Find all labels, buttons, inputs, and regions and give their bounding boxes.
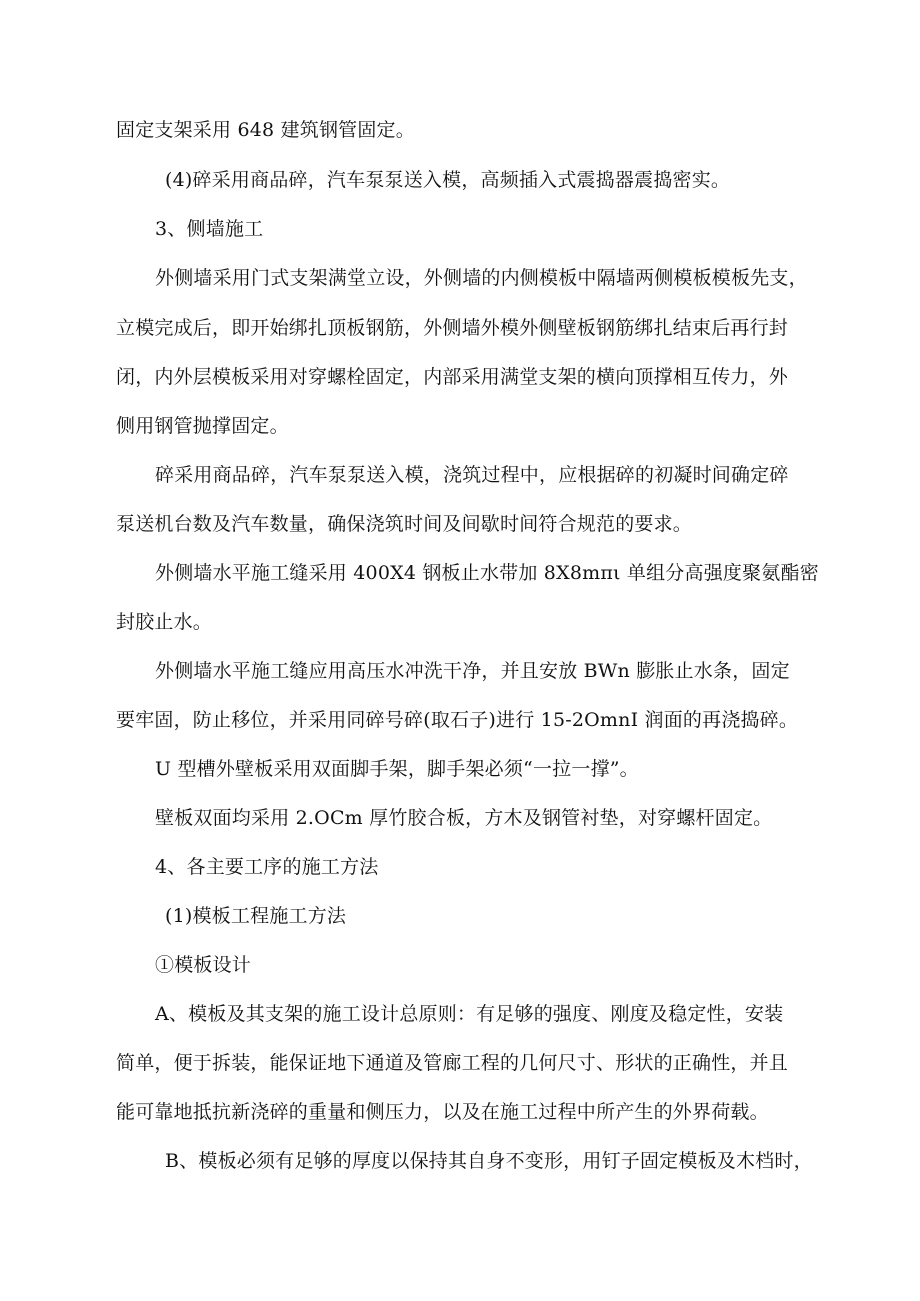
text-line: 简单，便于拆装，能保证地下通道及管廊工程的几何尺寸、形状的正确性，并且: [116, 1052, 789, 1074]
text-line: 外侧墙水平施工缝采用 400X4 钢板止水带加 8X8mπι 单组分高强度聚氨酯密: [155, 562, 819, 584]
text-line: 能可靠地抵抗新浇碎的重量和侧压力，以及在施工过程中所产生的外界荷载。: [116, 1101, 769, 1123]
text-line: 固定支架采用 648 建筑钢管固定。: [116, 119, 415, 141]
text-line: 侧用钢管抛撑固定。: [116, 415, 289, 437]
text-line: A、模板及其支架的施工设计总原则：有足够的强度、刚度及稳定性，安装: [155, 1003, 784, 1025]
subsection-heading: (1)模板工程施工方法: [165, 905, 347, 927]
text-line: 封胶止水。: [116, 611, 213, 633]
section-heading: 4、各主要工序的施工方法: [155, 856, 379, 878]
section-heading: 3、侧墙施工: [155, 218, 264, 240]
text-line: 壁板双面均采用 2.OCm 厚竹胶合板，方木及钢管衬垫，对穿螺杆固定。: [155, 807, 773, 829]
text-line: 闭，内外层模板采用对穿螺栓固定，内部采用满堂支架的横向顶撑相互传力，外: [116, 366, 789, 388]
text-line: 要牢固，防止移位，并采用同碎号碎(取石子)进行 15-2OmnI 润面的再浇捣碎。: [116, 709, 799, 731]
text-line: 碎采用商品碎，汽车泵泵送入模，浇筑过程中，应根据碎的初凝时间确定碎: [155, 464, 789, 486]
text-line: 泵送机台数及汽车数量，确保浇筑时间及间歇时间符合规范的要求。: [116, 513, 693, 535]
subsection-heading: ①模板设计: [155, 954, 252, 976]
text-line: 外侧墙采用门式支架满堂立设，外侧墙的内侧模板中隔墙两侧模板模板先支，: [155, 267, 808, 289]
text-line: (4)碎采用商品碎，汽车泵泵送入模，高频插入式震捣器震捣密实。: [165, 169, 731, 191]
text-line: 立模完成后，即开始绑扎顶板钢筋，外侧墙外模外侧壁板钢筋绑扎结束后再行封: [116, 317, 789, 339]
text-line: 外侧墙水平施工缝应用高压水冲洗干净，并且安放 BWn 膨胀止水条，固定: [155, 660, 790, 682]
text-line: B、模板必须有足够的厚度以保持其自身不变形，用钉子固定模板及木档时，: [165, 1150, 813, 1172]
text-line: U 型槽外壁板采用双面脚手架，脚手架必须“一拉一撑”。: [155, 758, 639, 780]
